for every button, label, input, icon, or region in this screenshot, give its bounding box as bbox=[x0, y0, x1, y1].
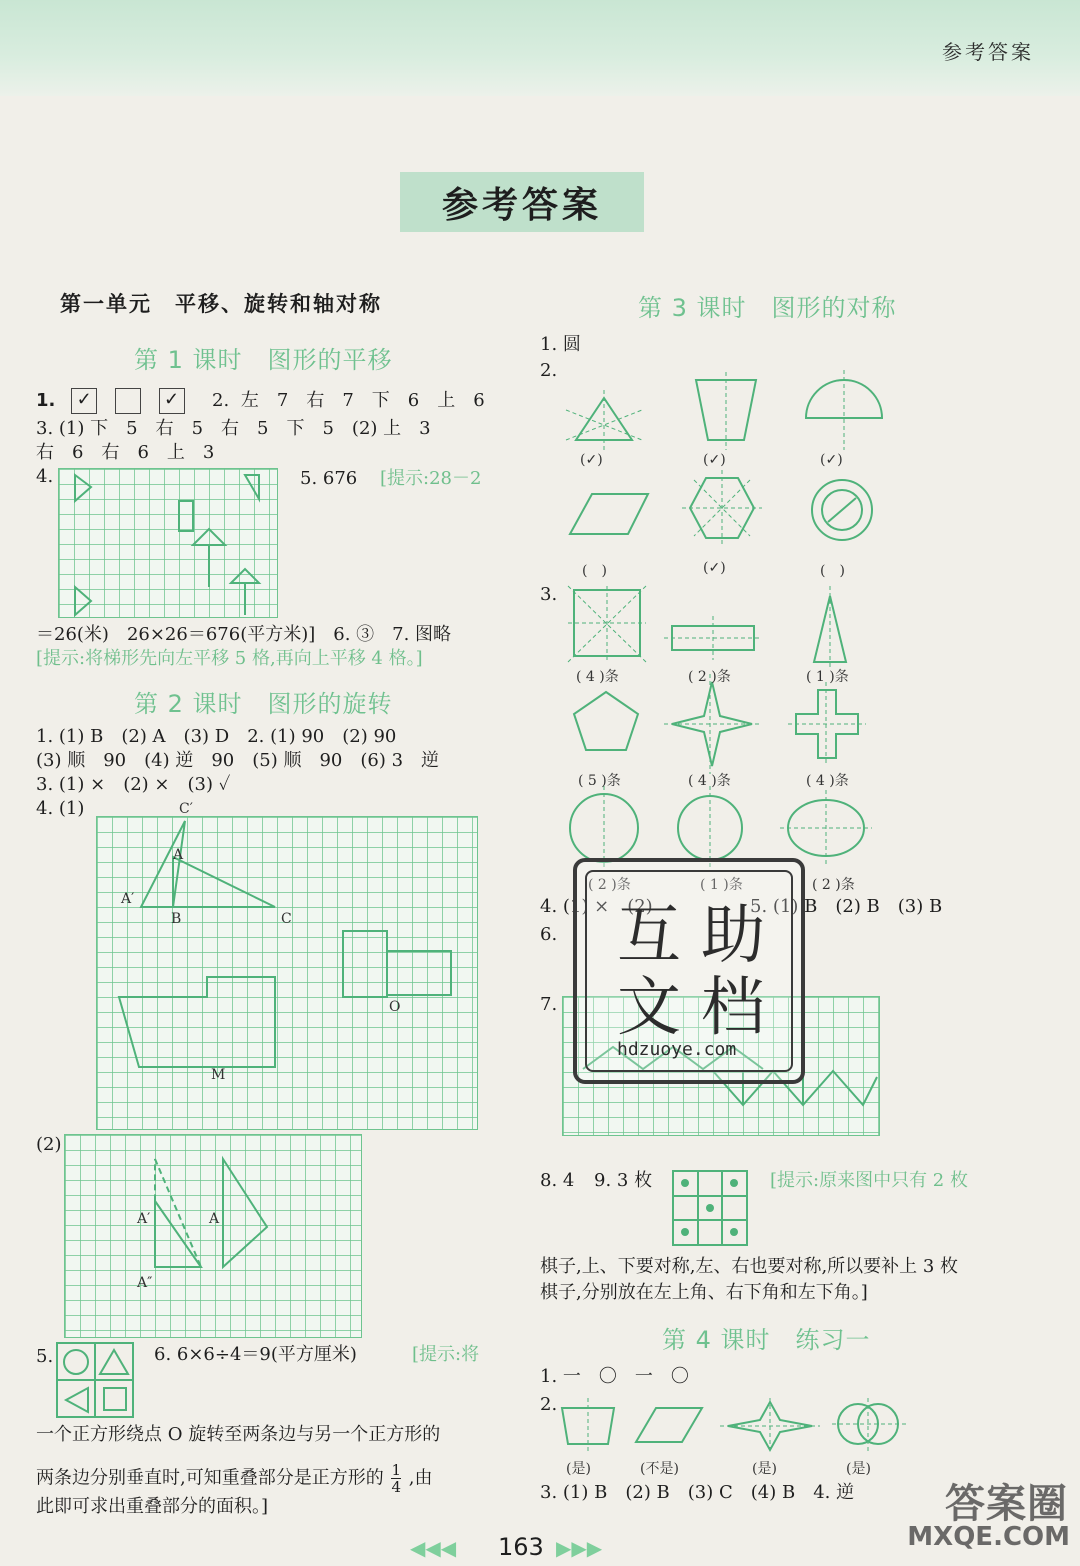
rotation-figures-2 bbox=[65, 1135, 361, 1337]
l2-q4-2-label: (2) bbox=[36, 1134, 62, 1155]
translation-figures bbox=[59, 469, 277, 617]
l2-q6-cont1: 一个正方形绕点 O 旋转至两条边与另一个正方形的 bbox=[36, 1424, 441, 1445]
l3-q3-label: 3. bbox=[540, 584, 558, 605]
lesson2-title: 第 2 课时 图形的旋转 bbox=[134, 690, 393, 718]
l2-q6-cont2: 两条边分别垂直时,可知重叠部分是正方形的 $\frac{1}{4}$ ,由 bbox=[36, 1461, 433, 1496]
l1-q1: 1. ✓ ✓ bbox=[36, 388, 191, 414]
stamp-watermark: 互 助 文 档 hdzuoye.com bbox=[573, 858, 805, 1084]
lesson3-title: 第 3 课时 图形的对称 bbox=[638, 294, 897, 322]
answer-checkbox-2 bbox=[115, 388, 141, 414]
header-band bbox=[0, 0, 1080, 96]
l2-q4-label: 4. (1) bbox=[36, 798, 85, 819]
l3-q4: 4. (1) × (2) bbox=[540, 896, 653, 917]
l3-q7-label: 7. bbox=[540, 994, 558, 1015]
l3-q1: 1. 圆 bbox=[540, 334, 581, 355]
corner-watermark-url: MXQE.COM bbox=[907, 1522, 1070, 1552]
l2-q3: 3. (1) × (2) × (3) ✓ bbox=[36, 774, 231, 795]
l3-q2-label: 2. bbox=[540, 360, 558, 381]
l3-q9-cont1: 棋子,上、下要对称,左、右也要对称,所以要补上 3 枚 bbox=[540, 1256, 959, 1277]
l4-q3: 3. (1) B (2) B (3) C (4) B 4. 逆 bbox=[540, 1482, 855, 1503]
l2-q2: (3) 顺 90 (4) 逆 90 (5) 顺 90 (6) 3 逆 bbox=[36, 750, 440, 771]
l1-q4-label: 4. bbox=[36, 466, 54, 487]
rotation-figures-1 bbox=[97, 817, 477, 1129]
prev-arrows: ◀◀◀ bbox=[410, 1536, 457, 1560]
l1-q3a: 3. (1) 下 5 右 5 右 5 下 5 (2) 上 3 bbox=[36, 418, 431, 439]
l1-q2: 2. 左 7 右 7 下 6 上 6 bbox=[212, 390, 485, 411]
lesson1-title: 第 1 课时 图形的平移 bbox=[134, 346, 393, 374]
l3-q9: 9. 3 枚 bbox=[594, 1170, 653, 1191]
l2-q6: 6. 6×6÷4＝9(平方厘米) bbox=[154, 1344, 357, 1365]
l2-q5-label: 5. bbox=[36, 1346, 54, 1367]
rotation-grid-2: A′ A A″ bbox=[64, 1134, 362, 1338]
l3-q9-hint: [提示:原来图中只有 2 枚 bbox=[770, 1170, 968, 1191]
l2-q6-cont3: 此即可求出重叠部分的面积。] bbox=[36, 1496, 269, 1517]
l3-q5: 5. (1) B (2) B (3) B bbox=[750, 896, 943, 917]
l1-q5: 5. 676 bbox=[300, 468, 358, 489]
l3-q8: 8. 4 bbox=[540, 1170, 575, 1191]
symmetry-figures bbox=[556, 370, 896, 570]
answer-checkbox-1: ✓ bbox=[71, 388, 97, 414]
answer-checkbox-3: ✓ bbox=[159, 388, 185, 414]
page-title: 参考答案 bbox=[400, 172, 644, 232]
l1-q3b: 右 6 右 6 上 3 bbox=[36, 442, 215, 463]
translation-grid bbox=[58, 468, 278, 618]
unit-title: 第一单元 平移、旋转和轴对称 bbox=[60, 291, 382, 316]
practice-figures bbox=[556, 1398, 912, 1454]
l1-q7-hint: [提示:将梯形先向左平移 5 格,再向上平移 4 格。] bbox=[36, 648, 423, 669]
corner-watermark: 答案圈 bbox=[945, 1481, 1068, 1527]
l1-q5-hint: [提示:28－2 bbox=[380, 468, 482, 489]
l3-q9-cont2: 棋子,分别放在左上角、右下角和左下角。] bbox=[540, 1282, 868, 1303]
next-arrows: ▶▶▶ bbox=[556, 1536, 603, 1560]
l2-q6-hint: [提示:将 bbox=[412, 1344, 480, 1365]
q5-figure bbox=[56, 1342, 134, 1418]
fraction: $\frac{1}{4}$ bbox=[391, 1461, 402, 1496]
l1-q5-cont: ＝26(米) 26×26＝676(平方米)] 6. ③ 7. 图略 bbox=[36, 624, 452, 645]
chessboard-figure bbox=[672, 1170, 748, 1246]
l3-q6-label: 6. bbox=[540, 924, 558, 945]
l4-q2-label: 2. bbox=[540, 1394, 558, 1415]
running-title: 参考答案 bbox=[942, 40, 1034, 64]
page-number: 163 bbox=[498, 1533, 544, 1561]
lesson4-title: 第 4 课时 练习一 bbox=[662, 1326, 871, 1354]
rotation-grid-1: C′ A A′ B C O M bbox=[96, 816, 478, 1130]
l4-q1: 1. 一 〇 一 〇 bbox=[540, 1366, 689, 1387]
axis-figures bbox=[560, 586, 880, 876]
l2-q1: 1. (1) B (2) A (3) D 2. (1) 90 (2) 90 bbox=[36, 726, 397, 747]
